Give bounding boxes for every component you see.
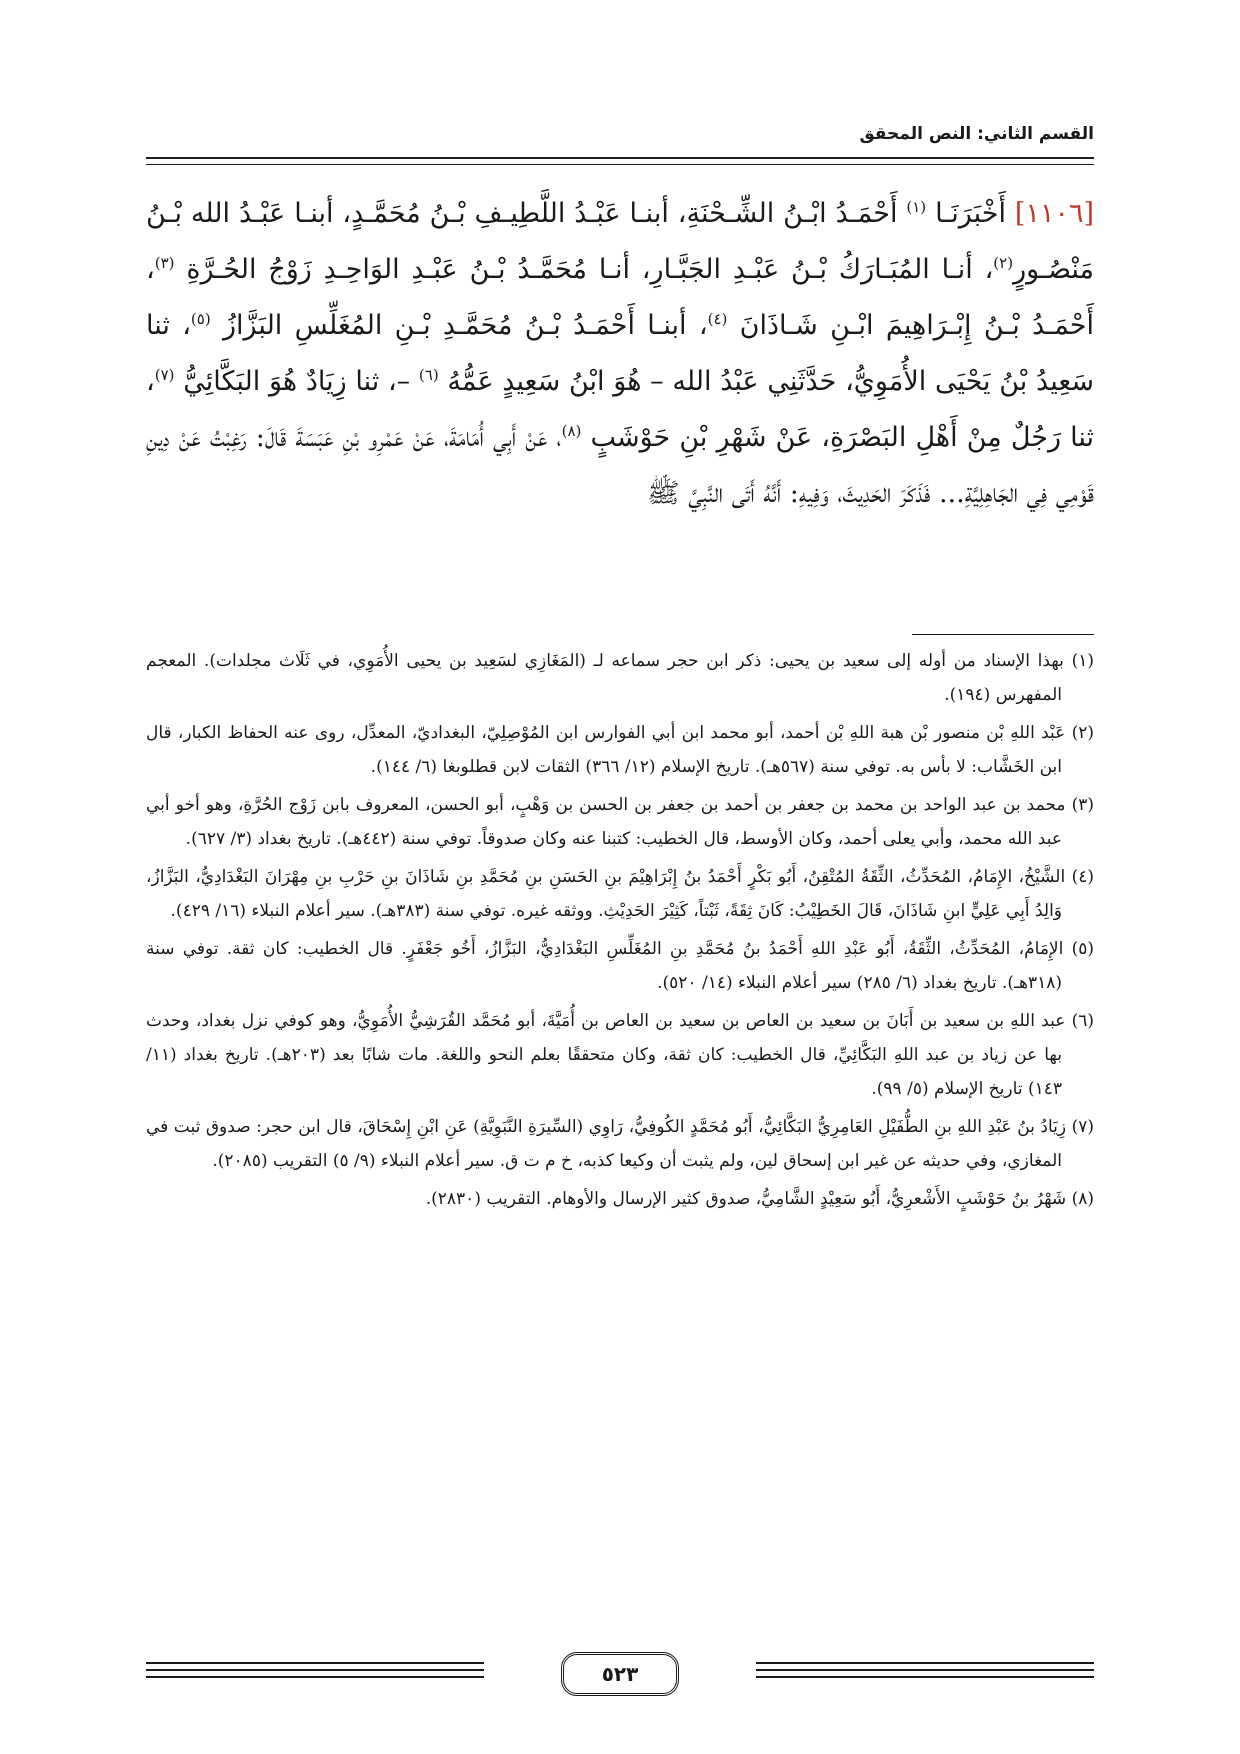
footer-rule [756, 1662, 1094, 1664]
running-head: القسم الثاني: النص المحقق [859, 124, 1094, 144]
footnote-ref: (٧) [154, 366, 175, 384]
footnote: (٤) الشَّيْخُ، الإِمَامُ، المُحَدِّثُ، الثِّقَةُ المُتْقِنُ، أَبُو بَكْرٍ أَحْمَدُ بنُ إِبْرَاهِيْمَ بنِ الحَسَنِ بنِ مُحَمَّدِ بنِ شَاذَانَ بنِ حَرْبِ بنِ مِهْرَانَ البَغْدَادِيُّ، البَزَّازُ، وَالِدُ أَبِي عَلِيٍّ ابنِ شَاذَانَ، قَالَ الخَطِيْبُ: كَانَ ثِقَةً، ثَبْتاً، كَثِيْرَ الحَدِيْثِ. ووثقه غيره. توفي سنة (٣٨٣هـ). سير أعلام النبلاء (١٦/ ٤٢٩). [146, 867, 1094, 921]
footnote: (٦) عبد اللهِ بن سعيد بن أَبَانَ بن سعيد بن العاص بن سعيد بن العاص بن أُمَيَّةَ، أبو مُحَمَّد القُرَشِيُّ الأُمَوِيُّ، وهو كوفي نزل بغداد، وحدث بها عن زياد بن عبد اللهِ البَكَّائِيِّ، قال الخطيب: كان ثقة، وكان متحققًا بعلم النحو واللغة. مات شابًا بعد (٢٠٣هـ). تاريخ بغداد (١١/ ١٤٣) تاريخ الإسلام (٥/ ٩٩). [146, 1011, 1094, 1099]
footnote-ref: (٨) [561, 422, 582, 440]
footer-rule [756, 1669, 1094, 1671]
text-segment: ، ثنا رَجُلٌ مِنْ أَهْلِ البَصْرَةِ، عَنْ شَهْرِ بْنِ حَوْشَبٍ [146, 366, 1094, 453]
footnote-ref: (١) [906, 198, 927, 216]
text-segment: ، عَنْ أَبِي أُمَامَةَ، عَنْ عَمْرِو بْنِ عَبَسَةَ قَالَ: رَغِبْتُ عَنْ دِينِ قَوْمِي فِي الجَاهِلِيَّةِ... فَذَكَرَ الحَدِيثَ، وَفِيهِ: أَنَّهُ أَتَى النَّبِيَّ ﷺ [146, 422, 1094, 509]
footnote-ref: (٣) [154, 254, 175, 272]
hadith-text [146, 186, 1094, 522]
page-number: ٥٢٣ [561, 1652, 679, 1696]
hadith-number: [١١٠٦] [1014, 198, 1094, 229]
footnote: (١) بهذا الإسناد من أوله إلى سعيد بن يحيى: ذكر ابن حجر سماعه لـ (المَغَازِي لسَعِيد بن يحيى الأُمَوِي، في ثَلَاث مجلدات). المعجم المفهرس (١٩٤). [146, 651, 1094, 705]
text-segment: ، ثنا سَعِيدُ بْنُ يَحْيَى الأُمَوِيُّ، حَدَّثَنِي عَبْدُ الله – هُوَ ابْنُ سَعِيدٍ عَمُّهُ [146, 310, 1094, 397]
footnote: (٥) الإِمَامُ، المُحَدِّثُ، الثِّقَةُ، أَبُو عَبْدِ اللهِ أَحْمَدُ بنُ مُحَمَّدِ بنِ المُغَلِّسِ البَغْدَادِيُّ، البَزَّازُ، أَخُو جَعْفَرٍ. قال الخطيب: كان ثقة. توفي سنة (٣١٨هـ). تاريخ بغداد (٦/ ٢٨٥) سير أعلام النبلاء (١٤/ ٥٢٠). [146, 939, 1094, 993]
text-segment: أَحْمَـدُ ابْـنُ الشِّـحْنَةِ، أبنـا عَبْـدُ اللَّطِيـفِ بْـنُ مُحَمَّـدٍ، أبنـا عَبْـدُ الله بْـنُ مَنْصُـورٍ [146, 198, 1094, 285]
footnote-separator [912, 634, 1094, 635]
text-segment: –، ثنا زِيَادٌ هُوَ البَكَّائِيُّ [174, 366, 419, 397]
text-segment: ، أَحْمَـدُ بْـنُ إِبْـرَاهِيمَ ابْـنِ شَـاذَانَ [146, 254, 1094, 341]
text-segment: ، أنـا المُبَـارَكُ بْـنُ عَبْـدِ الجَبَّـارِ، أنـا مُحَمَّـدُ بْـنُ عَبْـدِ الوَاحِـدِ زَوْجُ الحُـرَّةِ [174, 254, 994, 285]
footnote-ref: (٤) [707, 310, 728, 328]
footnote: (٢) عَبْد اللهِ بْن منصور بْن هبة اللهِ بْن أحمد، أبو محمد ابن أبي الفوارس ابن المُوْصِلِيّ، البغداديّ، المعدِّل، روى عنه الحفاظ الكبار، قال ابن الخَشَّاب: لا بأس به. توفي سنة (٥٦٧هـ). تاريخ الإسلام (١٢/ ٣٦٦) الثقات لابن قطلوبغا (٦/ ١٤٤). [146, 723, 1094, 777]
footnote-ref: (٥) [190, 310, 211, 328]
header-rule [146, 157, 1094, 159]
footnote: (٨) شَهْرُ بنُ حَوْشَبٍ الأَشْعرِيُّ، أَبُو سَعِيْدٍ الشَّامِيُّ، صدوق كثير الإرسال والأوهام. التقريب (٢٨٣٠). [425, 1189, 1094, 1209]
footnotes [146, 644, 1094, 1220]
footer-rule [146, 1676, 484, 1678]
footnote-ref: (٦) [418, 366, 439, 384]
footer-rule [756, 1676, 1094, 1678]
footnote-ref: (٢) [993, 254, 1014, 272]
footer-rule [146, 1669, 484, 1671]
page-footer [146, 1652, 1094, 1698]
text-segment: أَخْبَرَنَـا [926, 198, 1015, 229]
footnote: (٧) زِيَادُ بنُ عَبْدِ اللهِ بنِ الطُّفَيْلِ العَامِرِيُّ البَكَّائِيُّ، أَبُو مُحَمَّدٍ الكُوفِيُّ، رَاوِي (السِّيرَةِ النَّبَوِيَّةِ) عَنِ ابْنِ إِسْحَاقَ، قال ابن حجر: صدوق ثبت في المغازي، وفي حديثه عن غير ابن إسحاق لين، ولم يثبت أن وكيعا كذبه، خ م ت ق. سير أعلام النبلاء (٩/ ٥) التقريب (٢٠٨٥). [146, 1117, 1094, 1171]
footer-rule [146, 1662, 484, 1664]
footnote: (٣) محمد بن عبد الواحد بن محمد بن جعفر بن أحمد بن جعفر بن الحسن بن وَهْبٍ، أبو الحسن، المعروف بابن زَوْج الحُرَّةِ، وهو أخو أبي عبد الله محمد، وأبي يعلى أحمد، وكان الأوسط، قال الخطيب: كتبنا عنه وكان صدوقاً. توفي سنة (٤٤٢هـ). تاريخ بغداد (٣/ ٦٢٧). [146, 795, 1094, 849]
header-rule-thin [146, 164, 1094, 165]
text-segment: ، أبنـا أَحْمَـدُ بْـنُ مُحَمَّـدِ بْـنِ المُغَلِّسِ البَزَّازُ [210, 310, 708, 341]
